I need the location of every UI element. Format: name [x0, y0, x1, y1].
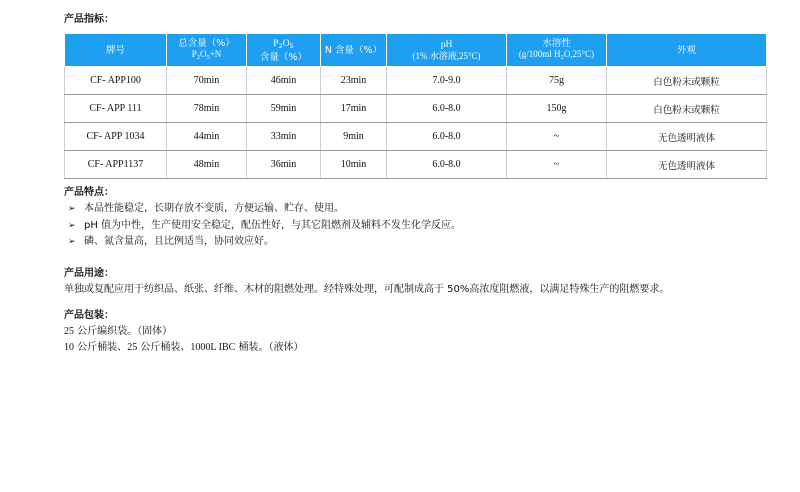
arrow-bullet-icon: ➢ [68, 237, 76, 247]
cell-appearance: 无色透明液体 [607, 151, 767, 179]
usage-text: 单独或复配应用于纺织品、纸张、纤维、木材的阻燃处理。经特殊处理，可配制成高于 50%高浓度阻燃液，以满足特殊生产的阻燃要求。 [64, 284, 670, 295]
header-p2o5-content: $P_2O_5$ 含量（%） [247, 34, 321, 67]
cell-appearance: 无色透明液体 [607, 123, 767, 151]
table-row [65, 67, 767, 95]
cell-total: 48min [167, 151, 247, 179]
cell-p2o5: 46min [247, 67, 321, 95]
cell-total: 70min [167, 67, 247, 95]
cell-brand: CF- APP 1034 [65, 123, 167, 151]
cell-solubility: 75g [507, 67, 607, 95]
cell-brand: CF- APP100 [65, 67, 167, 95]
cell-total: 44min [167, 123, 247, 151]
features-section-title: 产品特点： [64, 187, 114, 198]
cell-p2o5: 59min [247, 95, 321, 123]
cell-solubility: ~ [507, 123, 607, 151]
cell-n: 9min [321, 123, 387, 151]
cell-brand: CF- APP 111 [65, 95, 167, 123]
list-item: 25 公斤编织袋。（固体） [64, 326, 173, 337]
header-appearance: 外观 [607, 34, 767, 67]
cell-n: 23min [321, 67, 387, 95]
cell-brand: CF- APP1137 [65, 151, 167, 179]
spec-table-header-row [65, 34, 767, 67]
cell-ph: 6.0-8.0 [387, 95, 507, 123]
cell-ph: 7.0-9.0 [387, 67, 507, 95]
cell-n: 10min [321, 151, 387, 179]
list-item: ➢ 磷、氮含量高，且比例适当，协同效应好。 [68, 234, 461, 251]
list-item: 10 公斤桶装、25 公斤桶装、1000L IBC 桶装。（液体） [64, 342, 304, 353]
header-total-content: 总含量（%） $P_2O_5+N$ [167, 34, 247, 67]
table-row [65, 123, 767, 151]
cell-ph: 6.0-8.0 [387, 151, 507, 179]
cell-total: 78min [167, 95, 247, 123]
packaging-section-title: 产品包装： [64, 310, 114, 321]
cell-solubility: ~ [507, 151, 607, 179]
cell-p2o5: 33min [247, 123, 321, 151]
header-brand: 牌号 [65, 34, 167, 67]
usage-section-title: 产品用途： [64, 268, 114, 279]
cell-solubility: 150g [507, 95, 607, 123]
cell-appearance: 白色粉末或颗粒 [607, 95, 767, 123]
arrow-bullet-icon: ➢ [68, 220, 76, 231]
features-list [68, 201, 461, 251]
cell-n: 17min [321, 95, 387, 123]
header-solubility: 水溶性 (g/100ml $H_2O,25^\circ C$) [507, 34, 607, 67]
table-row [65, 151, 767, 179]
list-item: ➢ 本品性能稳定，长期存放不变质，方便运输、贮存、使用。 [68, 201, 461, 218]
header-ph: pH (1% 水溶液,25°C) [387, 34, 507, 67]
packaging-list [64, 324, 303, 356]
list-item: ➢ pH 值为中性，生产使用安全稳定，配伍性好，与其它阻燃剂及辅料不发生化学反应。 [68, 218, 461, 235]
spec-section-title: 产品指标： [64, 14, 114, 25]
cell-appearance: 白色粉末或颗粒 [607, 67, 767, 95]
cell-ph: 6.0-8.0 [387, 123, 507, 151]
cell-p2o5: 36min [247, 151, 321, 179]
header-n-content: N 含量（%） [321, 34, 387, 67]
spec-table [64, 33, 767, 179]
table-row [65, 95, 767, 123]
arrow-bullet-icon: ➢ [68, 204, 76, 214]
